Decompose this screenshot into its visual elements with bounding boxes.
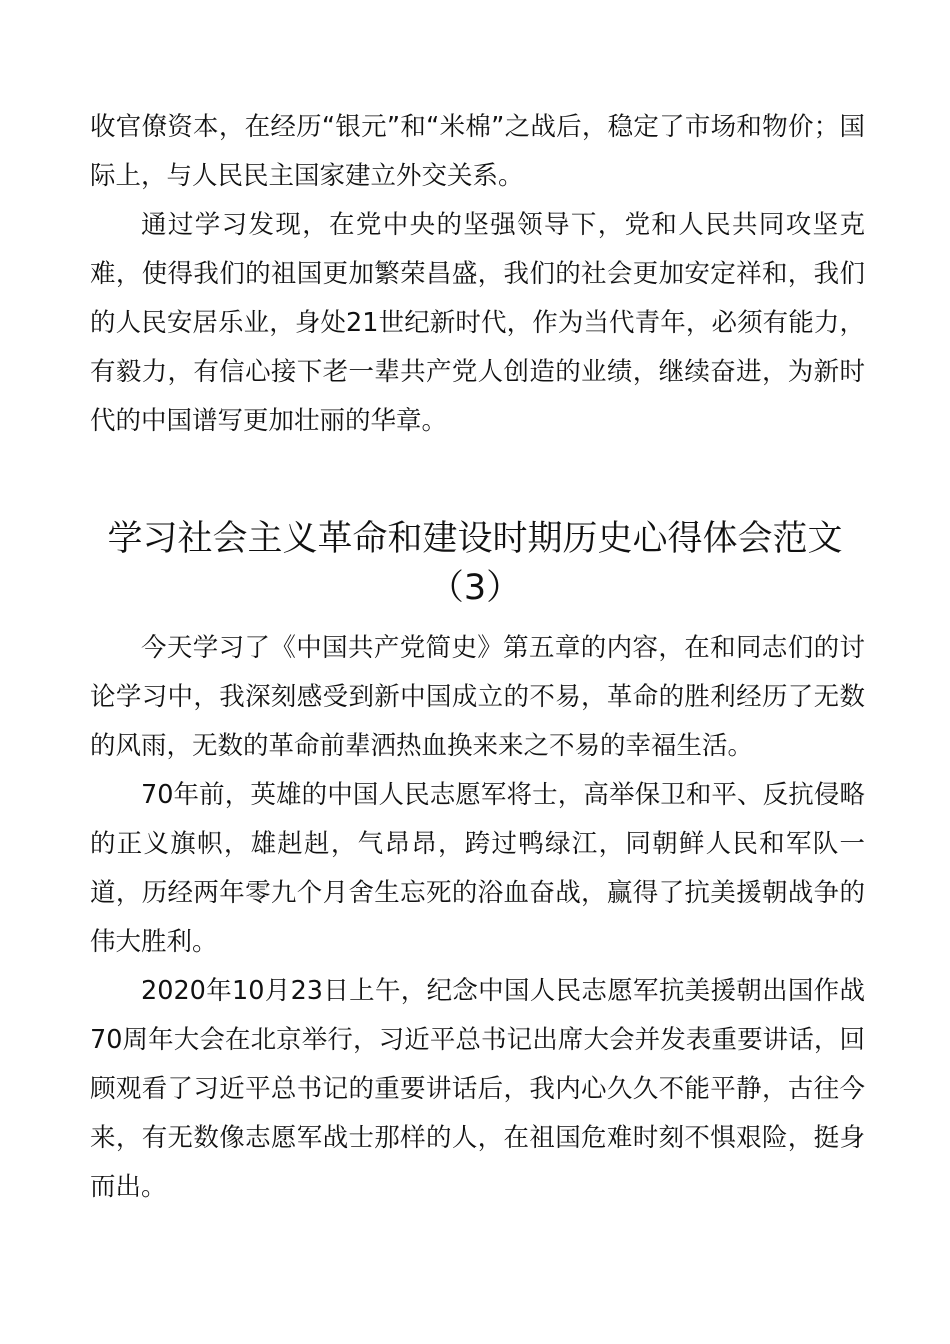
section-paragraph-3: 2020年10月23日上午，纪念中国人民志愿军抗美援朝出国作战70周年大会在北京举行，习近平总书记出席大会并发表重要讲话，回顾观看了习近平总书记的重要讲话后，我内心久久不能平静，古往今来，有无数像志愿军战士那样的人，在祖国危难时刻不惧艰险，挺身而出。 [90,976,865,1202]
section-paragraph-1: 今天学习了《中国共产党简史》第五章的内容，在和同志们的讨论学习中，我深刻感受到新中国成立的不易，革命的胜利经历了无数的风雨，无数的革命前辈洒热血换来来之不易的幸福生活。 [90,633,865,761]
continued-paragraph: 收官僚资本，在经历“银元”和“米棉”之战后，稳定了市场和物价；国际上，与人民民主国家建立外交关系。 [90,112,865,191]
section-paragraph-2: 70年前，英雄的中国人民志愿军将士，高举保卫和平、反抗侵略的正义旗帜，雄赳赳，气昂昂，跨过鸭绿江，同朝鲜人民和军队一道，历经两年零九个月舍生忘死的浴血奋战，赢得了抗美援朝战争的伟大胜利。 [90,780,865,957]
section-title-number: （3） [428,568,522,608]
section-title: 学习社会主义革命和建设时期历史心得体会范文 [107,519,843,559]
summary-paragraph: 通过学习发现，在党中央的坚强领导下，党和人民共同攻坚克难，使得我们的祖国更加繁荣昌盛，我们的社会更加安定祥和，我们的人民安居乐业，身处21世纪新时代，作为当代青年，必须有能力，有毅力，有信心接下老一辈共产党人创造的业绩，继续奋进，为新时代的中国谱写更加壮丽的华章。 [90,210,865,436]
